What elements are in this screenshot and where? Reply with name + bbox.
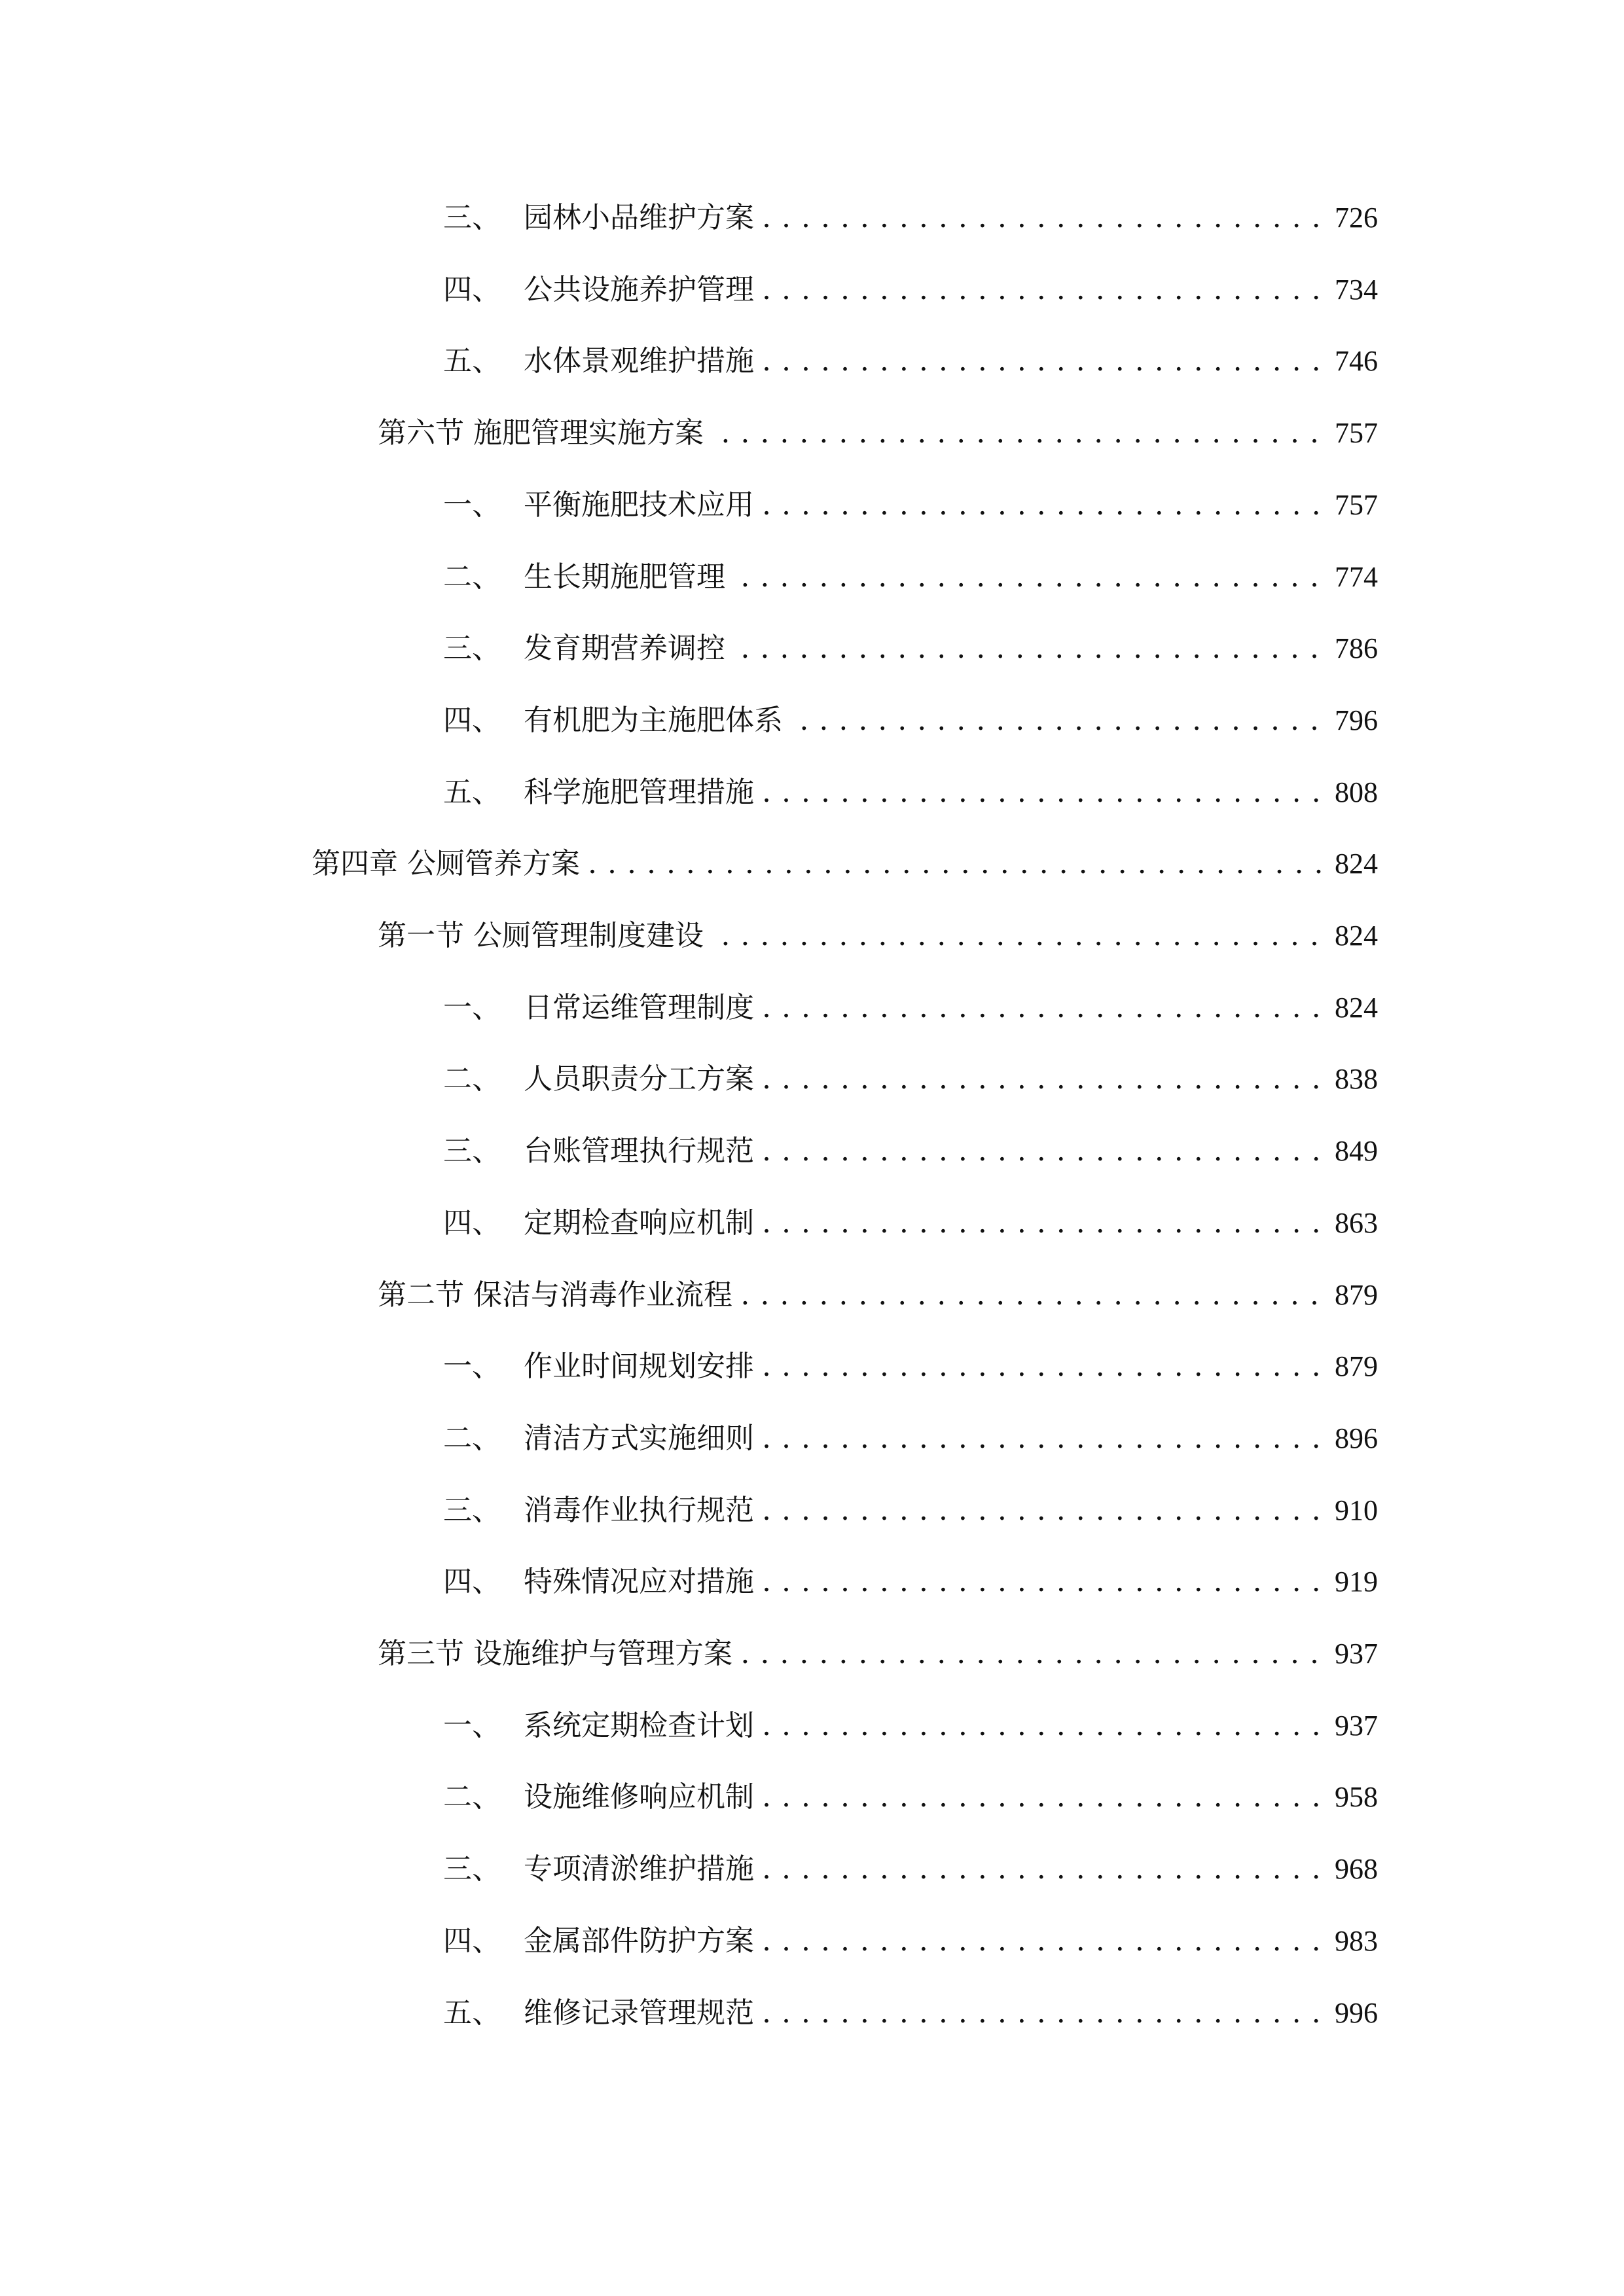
dot-leader: ............................. bbox=[762, 1565, 1331, 1599]
entry-title: 园林小品维护方案 bbox=[524, 201, 754, 234]
entry-number: 四、 bbox=[443, 1924, 501, 1958]
entry-number: 三、 bbox=[443, 1134, 501, 1168]
dot-leader: ............................. bbox=[762, 1708, 1331, 1742]
entry-page-number: 919 bbox=[1335, 1566, 1378, 1598]
entry-page-number: 757 bbox=[1335, 488, 1378, 521]
entry-number: 四、 bbox=[443, 272, 501, 306]
entry-number: 五、 bbox=[443, 344, 501, 378]
entry-title: 第一节 公厕管理制度建设 bbox=[378, 919, 704, 952]
entry-number: 五、 bbox=[443, 775, 501, 809]
entry-page-number: 879 bbox=[1335, 1278, 1378, 1311]
dot-leader: .............................. bbox=[740, 632, 1329, 666]
entry-title: 消毒作业执行规范 bbox=[524, 1493, 754, 1527]
entry-title: 系统定期检查计划 bbox=[524, 1708, 754, 1742]
entry-page-number: 796 bbox=[1335, 704, 1378, 736]
entry-title: 设施维修响应机制 bbox=[524, 1780, 754, 1814]
entry-page-number: 757 bbox=[1335, 417, 1378, 450]
dot-leader: ............................. bbox=[762, 1062, 1331, 1096]
entry-number: 一、 bbox=[443, 990, 501, 1024]
toc-entry[interactable] bbox=[443, 701, 1378, 740]
entry-page-number: 937 bbox=[1335, 1638, 1378, 1670]
dot-leader: ........................... bbox=[799, 703, 1329, 737]
entry-title: 平衡施肥技术应用 bbox=[524, 488, 754, 522]
entry-page-number: 849 bbox=[1335, 1135, 1378, 1168]
entry-page-number: 983 bbox=[1335, 1924, 1378, 1957]
entry-page-number: 863 bbox=[1335, 1206, 1378, 1239]
entry-title: 发育期营养调控 bbox=[524, 632, 725, 666]
entry-page-number: 774 bbox=[1335, 560, 1378, 593]
entry-title: 科学施肥管理措施 bbox=[524, 775, 754, 809]
dot-leader: ............................... bbox=[721, 416, 1329, 450]
entry-number: 四、 bbox=[443, 1565, 501, 1599]
entry-page-number: 746 bbox=[1335, 345, 1378, 378]
dot-leader: ............................. bbox=[762, 1134, 1331, 1168]
toc-entry[interactable] bbox=[443, 1419, 1378, 1458]
entry-title: 第六节 施肥管理实施方案 bbox=[378, 416, 704, 450]
toc-entry[interactable] bbox=[443, 1706, 1378, 1746]
toc-entry[interactable] bbox=[443, 1850, 1378, 1889]
toc-entry[interactable] bbox=[312, 844, 1378, 884]
toc-entry[interactable] bbox=[443, 773, 1378, 812]
toc-entry[interactable] bbox=[443, 1132, 1378, 1171]
entry-title: 维修记录管理规范 bbox=[524, 1996, 754, 2030]
toc-entry[interactable] bbox=[443, 1060, 1378, 1099]
entry-page-number: 824 bbox=[1335, 848, 1378, 880]
dot-leader: ............................. bbox=[762, 1852, 1331, 1886]
entry-page-number: 996 bbox=[1335, 1996, 1378, 2029]
toc-entry[interactable] bbox=[443, 1994, 1378, 2033]
dot-leader: ............................. bbox=[762, 1206, 1331, 1240]
entry-number: 三、 bbox=[443, 1493, 501, 1527]
toc-entry[interactable] bbox=[378, 916, 1378, 956]
entry-number: 一、 bbox=[443, 488, 501, 522]
entry-title: 清洁方式实施细则 bbox=[524, 1421, 754, 1455]
toc-entry[interactable] bbox=[443, 198, 1378, 238]
entry-title: 特殊情况应对措施 bbox=[524, 1565, 754, 1599]
dot-leader: ............................. bbox=[762, 1924, 1331, 1958]
dot-leader: ............................. bbox=[762, 344, 1331, 378]
entry-page-number: 824 bbox=[1335, 920, 1378, 952]
dot-leader: .............................. bbox=[740, 1278, 1329, 1312]
toc-entry[interactable] bbox=[443, 1491, 1378, 1530]
entry-page-number: 879 bbox=[1335, 1350, 1378, 1383]
entry-page-number: 838 bbox=[1335, 1063, 1378, 1096]
entry-title: 水体景观维护措施 bbox=[524, 344, 754, 378]
dot-leader: ............................. bbox=[762, 1996, 1331, 2030]
entry-page-number: 726 bbox=[1335, 202, 1378, 234]
toc-entry[interactable] bbox=[378, 414, 1378, 453]
dot-leader: ............................. bbox=[762, 1493, 1331, 1527]
toc-entry[interactable] bbox=[443, 1922, 1378, 1961]
entry-title: 人员职责分工方案 bbox=[524, 1062, 754, 1096]
toc-entry[interactable] bbox=[443, 342, 1378, 381]
entry-title: 第三节 设施维护与管理方案 bbox=[378, 1637, 732, 1670]
entry-title: 金属部件防护方案 bbox=[524, 1924, 754, 1958]
entry-page-number: 937 bbox=[1335, 1709, 1378, 1742]
entry-title: 第二节 保洁与消毒作业流程 bbox=[378, 1278, 732, 1312]
dot-leader: ............................. bbox=[762, 488, 1331, 522]
dot-leader: ...................................... bbox=[588, 847, 1334, 881]
entry-number: 四、 bbox=[443, 703, 501, 737]
entry-number: 一、 bbox=[443, 1350, 501, 1384]
entry-page-number: 968 bbox=[1335, 1853, 1378, 1886]
entry-page-number: 734 bbox=[1335, 273, 1378, 306]
entry-number: 二、 bbox=[443, 560, 501, 594]
dot-leader: ............................. bbox=[762, 1421, 1331, 1455]
toc-entry[interactable] bbox=[378, 1276, 1378, 1315]
entry-title: 作业时间规划安排 bbox=[524, 1350, 754, 1384]
entry-title: 日常运维管理制度 bbox=[524, 990, 754, 1024]
entry-page-number: 808 bbox=[1335, 776, 1378, 808]
toc-entry[interactable] bbox=[443, 270, 1378, 310]
entry-title: 公共设施养护管理 bbox=[524, 272, 754, 306]
dot-leader: ............................. bbox=[762, 775, 1331, 809]
entry-page-number: 824 bbox=[1335, 991, 1378, 1024]
entry-title: 生长期施肥管理 bbox=[524, 560, 725, 594]
entry-number: 二、 bbox=[443, 1062, 501, 1096]
dot-leader: .............................. bbox=[740, 560, 1329, 594]
dot-leader: ............................. bbox=[762, 1350, 1331, 1384]
dot-leader: .............................. bbox=[740, 1637, 1329, 1670]
entry-number: 一、 bbox=[443, 1708, 501, 1742]
entry-number: 三、 bbox=[443, 201, 501, 234]
entry-number: 三、 bbox=[443, 1852, 501, 1886]
toc-entry[interactable] bbox=[443, 558, 1378, 597]
toc-entry[interactable] bbox=[443, 1778, 1378, 1817]
dot-leader: ............................. bbox=[762, 272, 1331, 306]
dot-leader: ............................... bbox=[721, 919, 1329, 952]
entry-title: 台账管理执行规范 bbox=[524, 1134, 754, 1168]
entry-page-number: 910 bbox=[1335, 1494, 1378, 1526]
entry-page-number: 896 bbox=[1335, 1422, 1378, 1454]
entry-number: 三、 bbox=[443, 632, 501, 666]
toc-entry[interactable] bbox=[443, 486, 1378, 525]
toc-entry[interactable] bbox=[443, 629, 1378, 668]
dot-leader: ............................. bbox=[762, 1780, 1331, 1814]
dot-leader: ............................. bbox=[762, 990, 1331, 1024]
toc-entry[interactable] bbox=[378, 1634, 1378, 1674]
entry-number: 四、 bbox=[443, 1206, 501, 1240]
entry-page-number: 786 bbox=[1335, 632, 1378, 665]
entry-number: 五、 bbox=[443, 1996, 501, 2030]
entry-number: 二、 bbox=[443, 1780, 501, 1814]
entry-title: 定期检查响应机制 bbox=[524, 1206, 754, 1240]
toc-entry[interactable] bbox=[443, 988, 1378, 1028]
toc-entry[interactable] bbox=[443, 1204, 1378, 1243]
toc-entry[interactable] bbox=[443, 1562, 1378, 1602]
entry-title: 有机肥为主施肥体系 bbox=[524, 703, 783, 737]
entry-title: 第四章 公厕管养方案 bbox=[312, 847, 580, 881]
entry-page-number: 958 bbox=[1335, 1781, 1378, 1814]
dot-leader: ............................. bbox=[762, 201, 1331, 234]
entry-number: 二、 bbox=[443, 1421, 501, 1455]
entry-title: 专项清淤维护措施 bbox=[524, 1852, 754, 1886]
toc-entry[interactable] bbox=[443, 1347, 1378, 1386]
